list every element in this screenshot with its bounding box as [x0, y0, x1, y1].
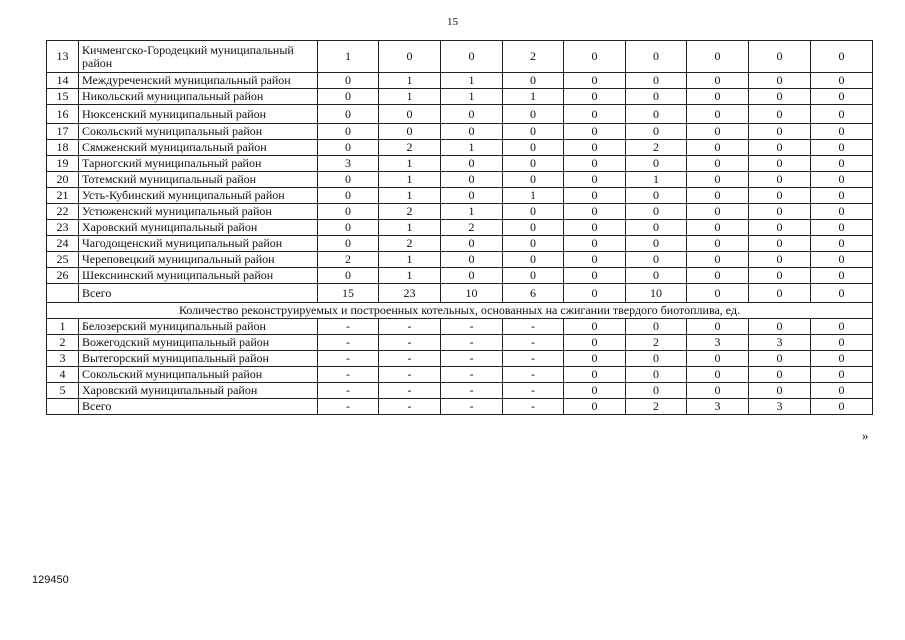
row-number-empty — [47, 399, 79, 415]
table-row — [47, 204, 873, 220]
district-name: Харовский муниципальный район — [79, 220, 318, 236]
value-cell: 0 — [441, 156, 503, 172]
row-number: 2 — [47, 335, 79, 351]
value-cell: 0 — [564, 89, 626, 105]
value-cell: 0 — [626, 89, 687, 105]
value-cell: 0 — [687, 268, 749, 284]
value-cell: 1 — [441, 204, 503, 220]
district-name: Тотемский муниципальный район — [79, 172, 318, 188]
value-cell: 0 — [318, 220, 379, 236]
value-cell: - — [379, 399, 441, 415]
value-cell: 0 — [626, 204, 687, 220]
value-cell: 0 — [811, 172, 873, 188]
table-row — [47, 383, 873, 399]
value-cell: - — [441, 383, 503, 399]
section-header-row — [47, 303, 873, 319]
value-cell: 0 — [811, 73, 873, 89]
value-cell: - — [318, 399, 379, 415]
value-cell: 0 — [441, 124, 503, 140]
value-cell: 3 — [687, 399, 749, 415]
value-cell: 0 — [564, 284, 626, 303]
total-row — [47, 399, 873, 415]
district-name: Вожегодский муниципальный район — [79, 335, 318, 351]
table-row — [47, 252, 873, 268]
data-table — [46, 40, 873, 415]
value-cell: 0 — [749, 351, 811, 367]
value-cell: 1 — [503, 188, 564, 204]
value-cell: 0 — [379, 124, 441, 140]
value-cell: - — [503, 399, 564, 415]
value-cell: 1 — [379, 156, 441, 172]
value-cell: 0 — [626, 41, 687, 73]
row-number: 1 — [47, 319, 79, 335]
table-row — [47, 89, 873, 105]
value-cell: 0 — [318, 172, 379, 188]
value-cell: 0 — [503, 105, 564, 124]
value-cell: 2 — [626, 140, 687, 156]
value-cell: 0 — [687, 383, 749, 399]
value-cell: 0 — [441, 41, 503, 73]
value-cell: 0 — [564, 399, 626, 415]
value-cell: 0 — [503, 204, 564, 220]
value-cell: 0 — [441, 188, 503, 204]
value-cell: 0 — [441, 236, 503, 252]
table-row — [47, 188, 873, 204]
value-cell: 0 — [564, 41, 626, 73]
value-cell: 0 — [749, 156, 811, 172]
value-cell: 0 — [564, 268, 626, 284]
value-cell: - — [379, 367, 441, 383]
row-number: 22 — [47, 204, 79, 220]
value-cell: 0 — [318, 105, 379, 124]
value-cell: 0 — [749, 252, 811, 268]
value-cell: 0 — [749, 172, 811, 188]
value-cell: 0 — [564, 73, 626, 89]
value-cell: 0 — [749, 284, 811, 303]
value-cell: 0 — [811, 140, 873, 156]
district-name: Череповецкий муниципальный район — [79, 252, 318, 268]
value-cell: - — [318, 383, 379, 399]
value-cell: - — [503, 319, 564, 335]
value-cell: 0 — [749, 268, 811, 284]
value-cell: 0 — [749, 105, 811, 124]
district-name: Сямженский муниципальный район — [79, 140, 318, 156]
district-name: Нюксенский муниципальный район — [79, 105, 318, 124]
value-cell: 0 — [564, 236, 626, 252]
value-cell: 0 — [687, 172, 749, 188]
value-cell: 0 — [564, 367, 626, 383]
value-cell: 1 — [379, 89, 441, 105]
row-number: 14 — [47, 73, 79, 89]
value-cell: 2 — [503, 41, 564, 73]
value-cell: 0 — [626, 105, 687, 124]
value-cell: 0 — [749, 319, 811, 335]
value-cell: 1 — [441, 89, 503, 105]
district-name: Сокольский муниципальный район — [79, 367, 318, 383]
row-number: 17 — [47, 124, 79, 140]
value-cell: 0 — [749, 188, 811, 204]
value-cell: 2 — [379, 204, 441, 220]
value-cell: - — [503, 351, 564, 367]
value-cell: 0 — [811, 319, 873, 335]
value-cell: - — [318, 335, 379, 351]
value-cell: 0 — [749, 73, 811, 89]
value-cell: - — [441, 367, 503, 383]
value-cell: 2 — [441, 220, 503, 236]
value-cell: 0 — [503, 252, 564, 268]
value-cell: 0 — [811, 252, 873, 268]
value-cell: 1 — [318, 41, 379, 73]
district-name: Кичменгско-Городецкий муниципальный район — [79, 41, 318, 73]
row-number: 19 — [47, 156, 79, 172]
district-name: Сокольский муниципальный район — [79, 124, 318, 140]
value-cell: 0 — [626, 383, 687, 399]
row-number: 3 — [47, 351, 79, 367]
value-cell: 0 — [749, 383, 811, 399]
value-cell: 0 — [503, 73, 564, 89]
value-cell: 1 — [379, 73, 441, 89]
row-number: 24 — [47, 236, 79, 252]
district-name: Никольский муниципальный район — [79, 89, 318, 105]
value-cell: 0 — [503, 172, 564, 188]
district-name: Усть-Кубинский муниципальный район — [79, 188, 318, 204]
value-cell: 0 — [564, 335, 626, 351]
table-row — [47, 351, 873, 367]
section-title: Количество реконструируемых и построенных котельных, основанных на сжигании твердого биотоплива, ед. — [47, 303, 873, 319]
value-cell: 0 — [441, 268, 503, 284]
value-cell: 0 — [687, 319, 749, 335]
value-cell: 0 — [687, 367, 749, 383]
value-cell: 0 — [749, 89, 811, 105]
value-cell: 2 — [626, 335, 687, 351]
value-cell: - — [441, 351, 503, 367]
value-cell: 23 — [379, 284, 441, 303]
row-number: 25 — [47, 252, 79, 268]
value-cell: 1 — [441, 73, 503, 89]
value-cell: - — [318, 319, 379, 335]
value-cell: 0 — [811, 367, 873, 383]
district-name: Вытегорский муниципальный район — [79, 351, 318, 367]
table-row — [47, 73, 873, 89]
value-cell: 0 — [687, 252, 749, 268]
value-cell: 0 — [687, 220, 749, 236]
table-row — [47, 140, 873, 156]
document-code: 129450 — [32, 574, 69, 586]
value-cell: 0 — [564, 124, 626, 140]
value-cell: 0 — [687, 124, 749, 140]
district-name: Тарногский муниципальный район — [79, 156, 318, 172]
value-cell: 0 — [811, 236, 873, 252]
value-cell: 0 — [379, 105, 441, 124]
value-cell: - — [503, 383, 564, 399]
value-cell: 2 — [318, 252, 379, 268]
value-cell: 0 — [811, 188, 873, 204]
value-cell: 0 — [687, 105, 749, 124]
value-cell: 0 — [626, 319, 687, 335]
value-cell: 0 — [503, 236, 564, 252]
table-row — [47, 319, 873, 335]
table-row — [47, 268, 873, 284]
value-cell: 0 — [626, 156, 687, 172]
value-cell: 0 — [441, 172, 503, 188]
value-cell: 0 — [564, 252, 626, 268]
value-cell: 0 — [564, 319, 626, 335]
value-cell: 3 — [318, 156, 379, 172]
value-cell: 0 — [503, 220, 564, 236]
district-name: Всего — [79, 399, 318, 415]
page-number: 15 — [447, 16, 458, 28]
value-cell: 0 — [318, 140, 379, 156]
value-cell: 0 — [811, 41, 873, 73]
row-number: 18 — [47, 140, 79, 156]
value-cell: 1 — [379, 188, 441, 204]
value-cell: 0 — [687, 351, 749, 367]
value-cell: 0 — [626, 73, 687, 89]
value-cell: 0 — [564, 188, 626, 204]
value-cell: 0 — [687, 140, 749, 156]
value-cell: 0 — [811, 351, 873, 367]
value-cell: 10 — [626, 284, 687, 303]
value-cell: 0 — [626, 252, 687, 268]
value-cell: 10 — [441, 284, 503, 303]
table-row — [47, 220, 873, 236]
value-cell: - — [379, 351, 441, 367]
value-cell: 0 — [811, 204, 873, 220]
value-cell: 0 — [379, 41, 441, 73]
table-row — [47, 335, 873, 351]
value-cell: 0 — [564, 140, 626, 156]
row-number: 16 — [47, 105, 79, 124]
value-cell: 15 — [318, 284, 379, 303]
row-number: 4 — [47, 367, 79, 383]
row-number: 26 — [47, 268, 79, 284]
value-cell: - — [318, 351, 379, 367]
value-cell: 1 — [379, 268, 441, 284]
value-cell: 0 — [687, 284, 749, 303]
table-row — [47, 172, 873, 188]
value-cell: 0 — [564, 172, 626, 188]
value-cell: 0 — [811, 335, 873, 351]
value-cell: 0 — [687, 188, 749, 204]
row-number: 21 — [47, 188, 79, 204]
value-cell: 0 — [503, 124, 564, 140]
value-cell: 0 — [687, 156, 749, 172]
table-row — [47, 41, 873, 73]
value-cell: 0 — [749, 140, 811, 156]
table-row — [47, 367, 873, 383]
table-row — [47, 156, 873, 172]
value-cell: 0 — [441, 252, 503, 268]
district-name: Междуреченский муниципальный район — [79, 73, 318, 89]
row-number-empty — [47, 284, 79, 303]
value-cell: - — [503, 335, 564, 351]
table-row — [47, 124, 873, 140]
value-cell: 0 — [811, 399, 873, 415]
value-cell: 0 — [564, 383, 626, 399]
value-cell: 0 — [318, 188, 379, 204]
value-cell: 0 — [626, 351, 687, 367]
value-cell: 3 — [687, 335, 749, 351]
value-cell: 0 — [811, 268, 873, 284]
value-cell: 0 — [811, 220, 873, 236]
value-cell: 1 — [503, 89, 564, 105]
value-cell: - — [503, 367, 564, 383]
district-name: Устюженский муниципальный район — [79, 204, 318, 220]
value-cell: 2 — [379, 140, 441, 156]
value-cell: 0 — [749, 41, 811, 73]
value-cell: 1 — [379, 220, 441, 236]
value-cell: - — [318, 367, 379, 383]
value-cell: 0 — [811, 105, 873, 124]
value-cell: 0 — [811, 89, 873, 105]
value-cell: - — [441, 319, 503, 335]
value-cell: - — [379, 335, 441, 351]
table-row — [47, 236, 873, 252]
value-cell: 0 — [687, 89, 749, 105]
value-cell: 0 — [564, 220, 626, 236]
value-cell: 0 — [626, 124, 687, 140]
row-number: 23 — [47, 220, 79, 236]
district-name: Чагодощенский муниципальный район — [79, 236, 318, 252]
value-cell: 1 — [379, 172, 441, 188]
value-cell: 1 — [441, 140, 503, 156]
value-cell: 1 — [626, 172, 687, 188]
district-name: Всего — [79, 284, 318, 303]
value-cell: 2 — [379, 236, 441, 252]
value-cell: 0 — [749, 236, 811, 252]
value-cell: 0 — [564, 105, 626, 124]
value-cell: 3 — [749, 399, 811, 415]
value-cell: 0 — [687, 236, 749, 252]
value-cell: 0 — [318, 236, 379, 252]
value-cell: 0 — [749, 124, 811, 140]
value-cell: - — [441, 335, 503, 351]
value-cell: 3 — [749, 335, 811, 351]
value-cell: 0 — [503, 268, 564, 284]
value-cell: 0 — [811, 156, 873, 172]
value-cell: 0 — [811, 124, 873, 140]
value-cell: 2 — [626, 399, 687, 415]
value-cell: 0 — [564, 156, 626, 172]
row-number: 5 — [47, 383, 79, 399]
value-cell: 0 — [749, 367, 811, 383]
value-cell: - — [379, 319, 441, 335]
value-cell: 0 — [318, 268, 379, 284]
value-cell: 0 — [626, 236, 687, 252]
row-number: 15 — [47, 89, 79, 105]
total-row — [47, 284, 873, 303]
value-cell: 0 — [441, 105, 503, 124]
value-cell: - — [441, 399, 503, 415]
value-cell: 0 — [318, 124, 379, 140]
value-cell: 0 — [811, 284, 873, 303]
value-cell: 6 — [503, 284, 564, 303]
value-cell: 0 — [626, 367, 687, 383]
value-cell: 0 — [503, 156, 564, 172]
value-cell: 0 — [811, 383, 873, 399]
value-cell: 0 — [318, 89, 379, 105]
district-name: Шекснинский муниципальный район — [79, 268, 318, 284]
district-name: Харовский муниципальный район — [79, 383, 318, 399]
value-cell: 0 — [687, 204, 749, 220]
value-cell: 0 — [318, 204, 379, 220]
district-name: Белозерский муниципальный район — [79, 319, 318, 335]
value-cell: 0 — [503, 140, 564, 156]
row-number: 13 — [47, 41, 79, 73]
value-cell: 0 — [564, 204, 626, 220]
value-cell: 0 — [749, 204, 811, 220]
value-cell: 0 — [318, 73, 379, 89]
closing-quote: » — [862, 428, 869, 443]
row-number: 20 — [47, 172, 79, 188]
value-cell: 1 — [379, 252, 441, 268]
value-cell: - — [379, 383, 441, 399]
value-cell: 0 — [749, 220, 811, 236]
value-cell: 0 — [626, 188, 687, 204]
value-cell: 0 — [687, 73, 749, 89]
value-cell: 0 — [626, 268, 687, 284]
value-cell: 0 — [626, 220, 687, 236]
table-row — [47, 105, 873, 124]
value-cell: 0 — [564, 351, 626, 367]
value-cell: 0 — [687, 41, 749, 73]
